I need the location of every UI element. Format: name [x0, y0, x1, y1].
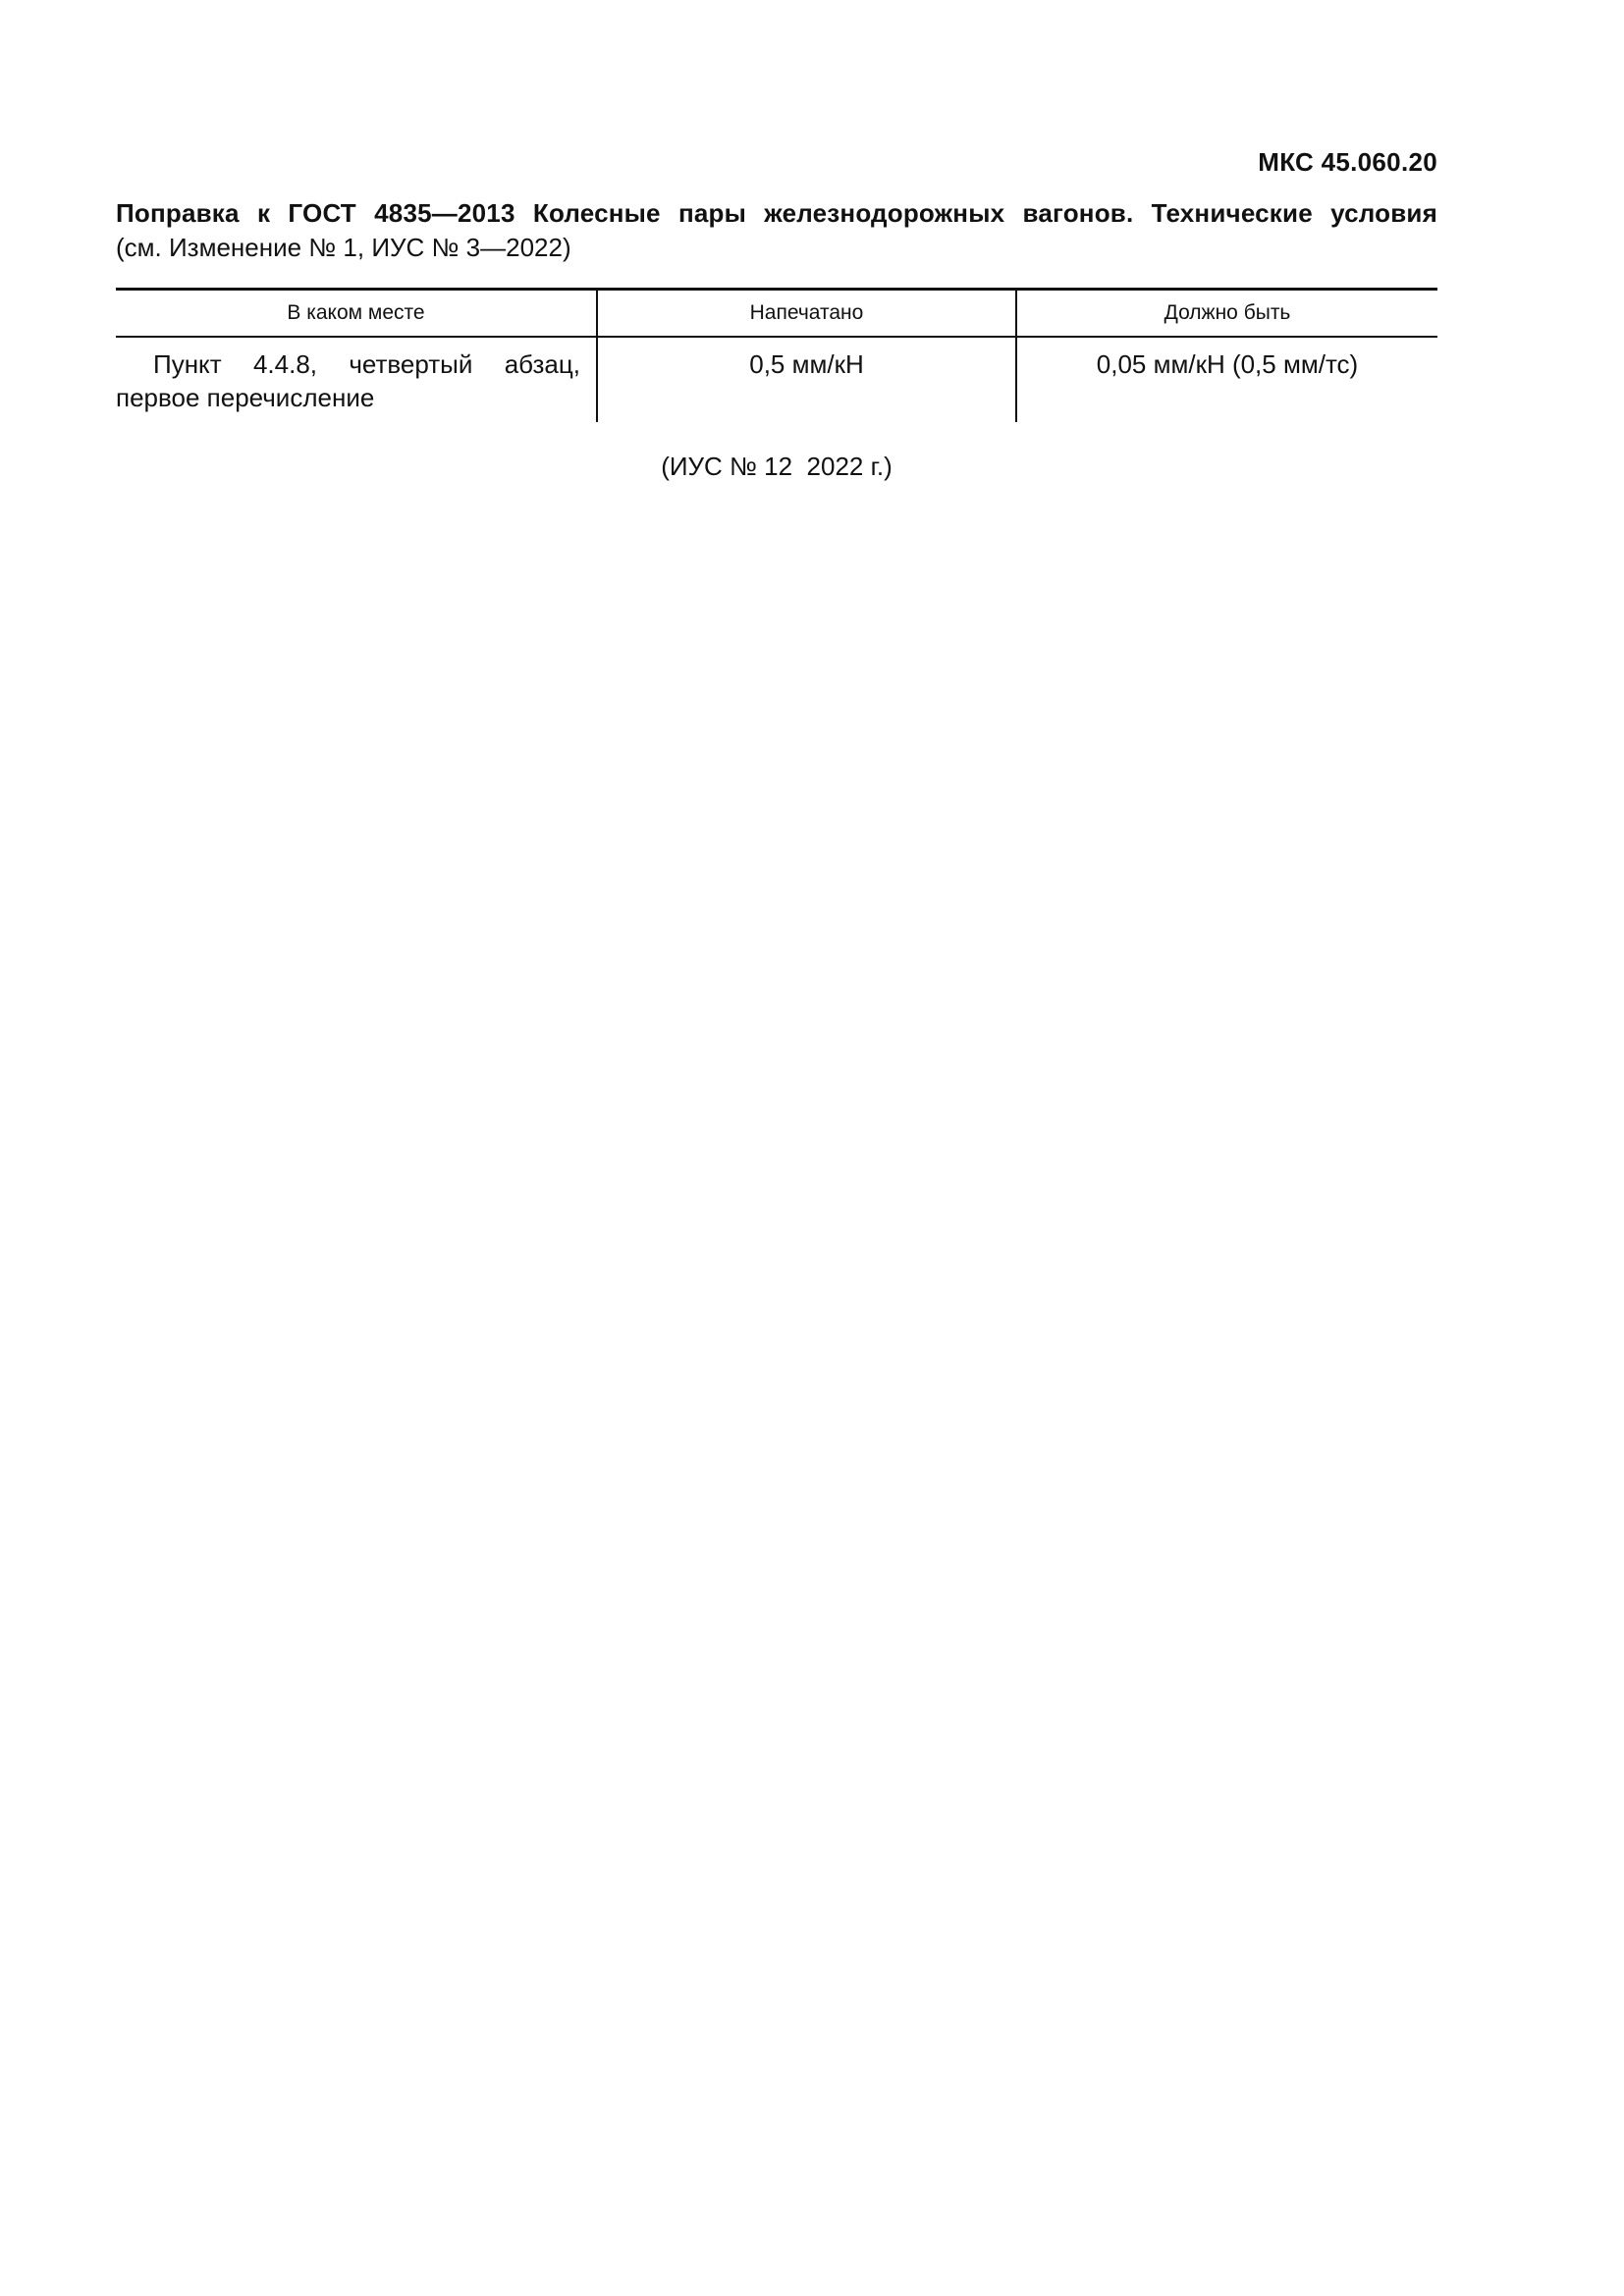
table-row: [116, 337, 1437, 422]
amendment-title: Поправка к ГОСТ 4835—2013 Колесные пары железнодорожных вагонов. Технические условия: [116, 198, 1437, 228]
cell-should-be: 0,05 мм/кН (0,5 мм/тс): [1016, 337, 1437, 422]
cell-where: Пункт 4.4.8, четвертый абзац, первое перечисление: [116, 349, 580, 412]
table-header-row: [116, 290, 1437, 338]
amendment-subtitle: (см. Изменение № 1, ИУС № 3—2022): [116, 233, 571, 262]
mks-code: МКС 45.060.20: [1258, 147, 1437, 177]
corrections-table: [116, 288, 1437, 422]
header-where: В каком месте: [116, 290, 597, 338]
header-should-be: Должно быть: [1016, 290, 1437, 338]
header-printed: Напечатано: [597, 290, 1016, 338]
ius-note: (ИУС № 12 2022 г.): [661, 452, 893, 481]
amendment-heading: [116, 196, 1437, 265]
cell-printed: 0,5 мм/кН: [597, 337, 1016, 422]
